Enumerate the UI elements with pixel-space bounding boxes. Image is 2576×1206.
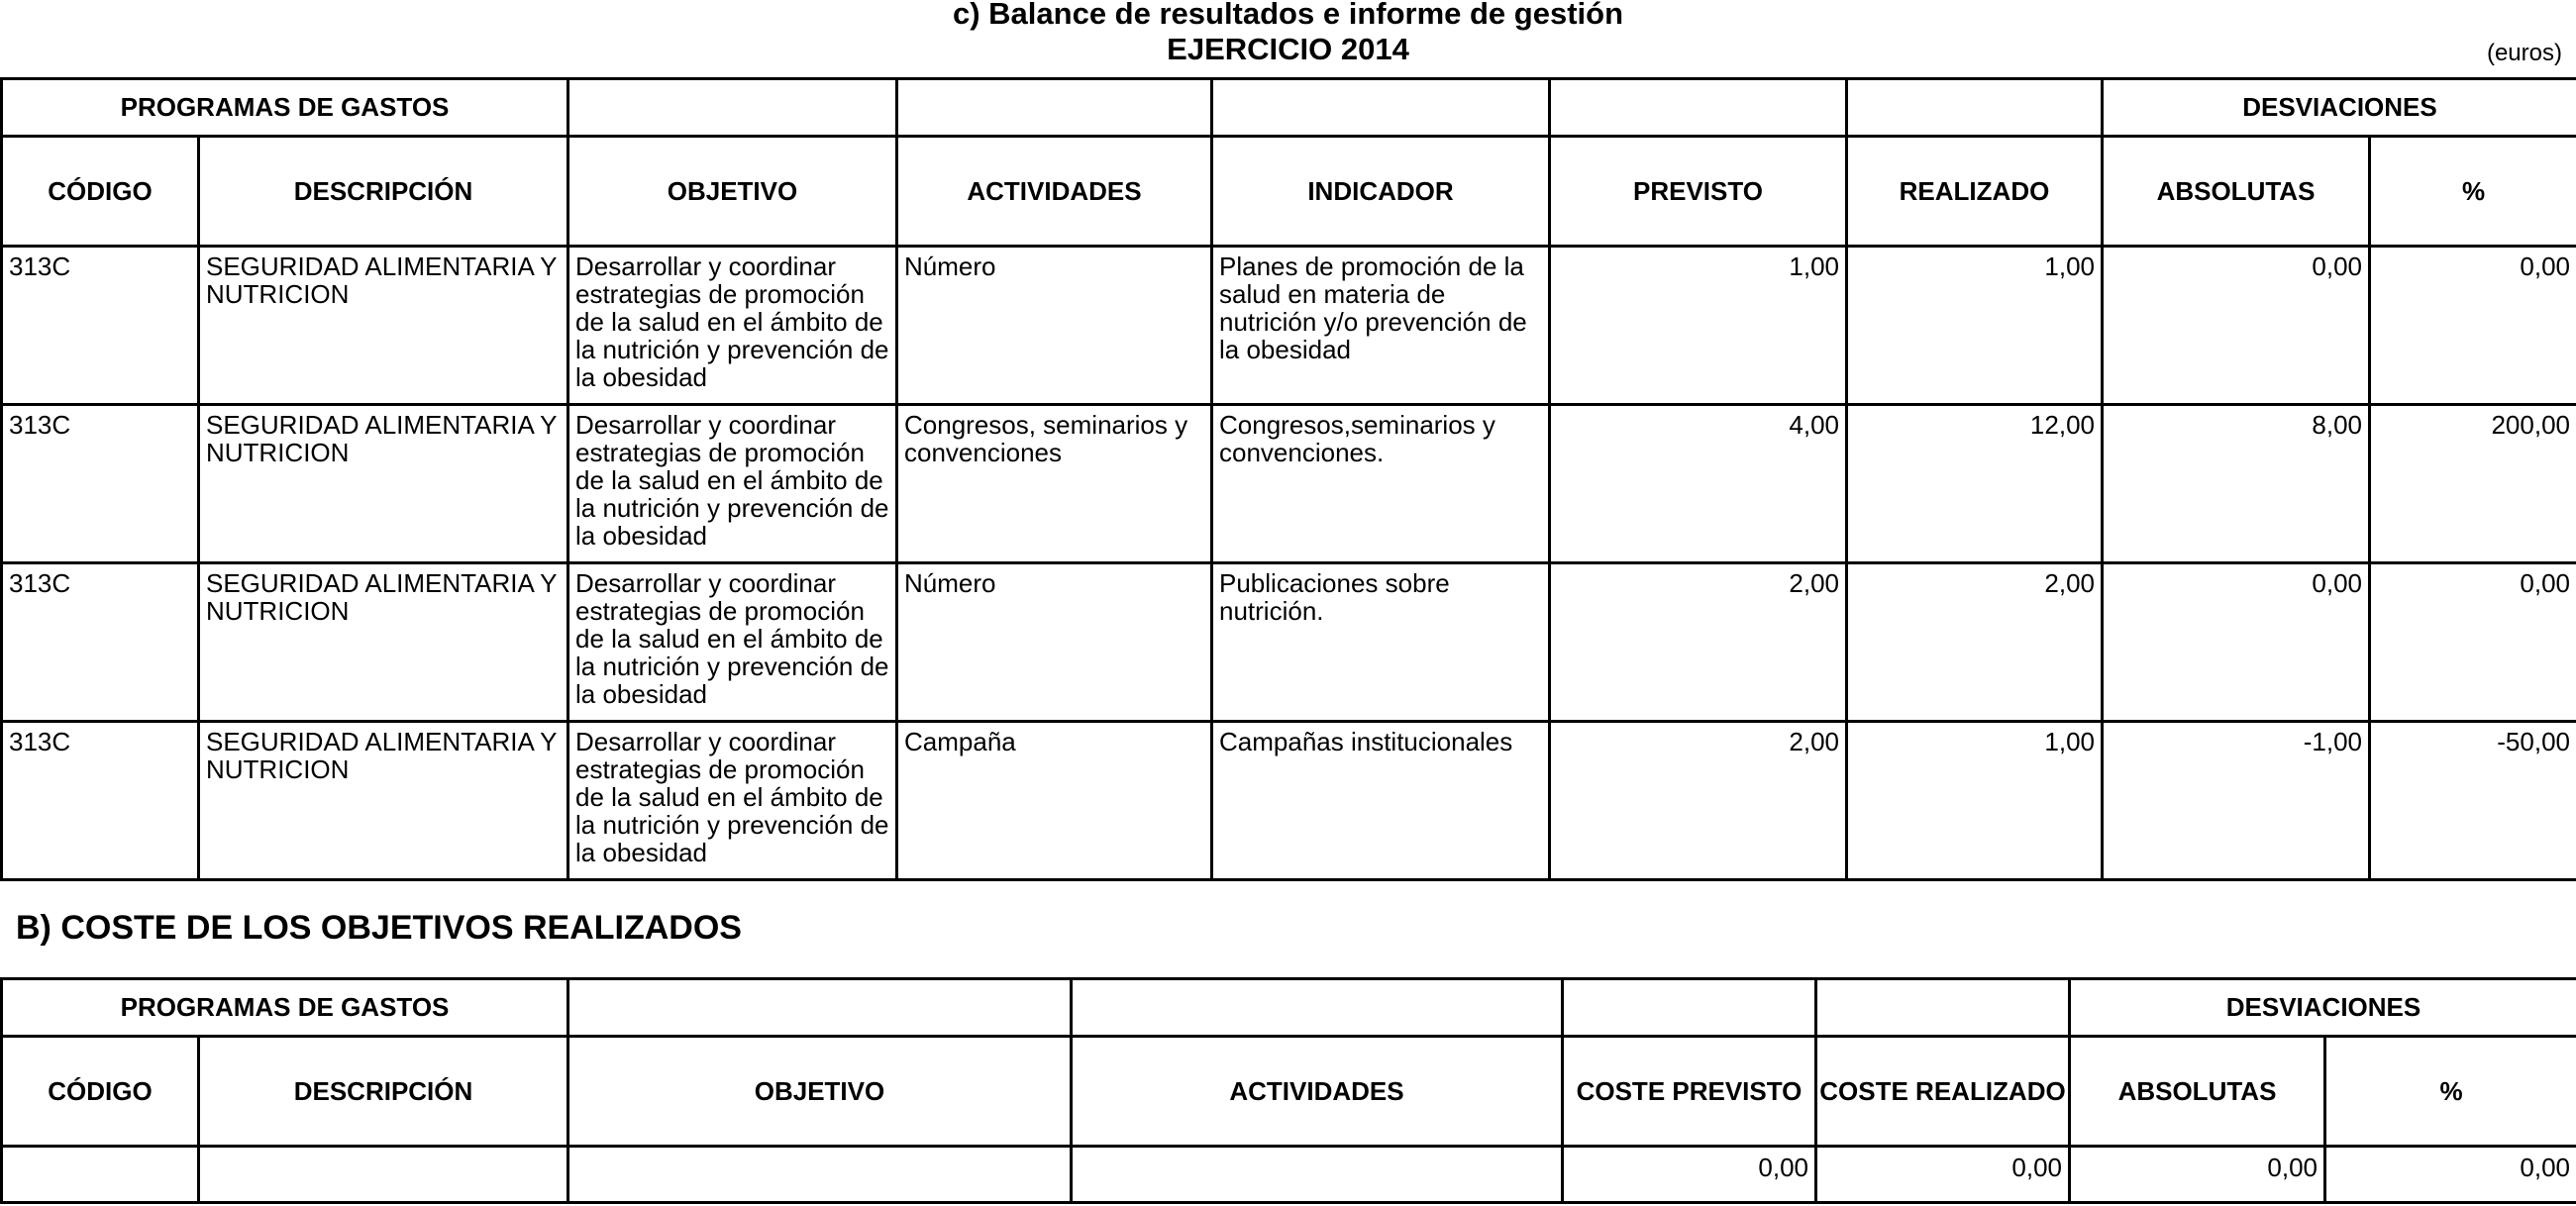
cell-realizado: 12,00 [1847,405,2103,563]
col-header-codigo: CÓDIGO [2,1037,199,1147]
col-header-actividades: ACTIVIDADES [897,137,1212,247]
cell-porcentaje: 0,00 [2370,563,2576,722]
cost-group-header-row [2,979,2576,1037]
section-b-title: B) COSTE DE LOS OBJETIVOS REALIZADOS [16,909,742,947]
col-header-porcentaje: % [2370,137,2576,247]
cell-coste-realizado: 0,00 [1816,1147,2070,1203]
cell-previsto: 2,00 [1550,563,1847,722]
cell-objetivo: Desarrollar y coordinar estrategias de promoción de la salud en el ámbito de la nutrición y prevención de la obesidad [568,247,897,405]
empty-header-cell [1816,979,2070,1037]
cell-realizado: 1,00 [1847,247,2103,405]
cell-codigo: 313C [2,722,199,880]
cell-indicador: Publicaciones sobre nutrición. [1212,563,1550,722]
empty-header-cell [1563,979,1816,1037]
cell-previsto: 4,00 [1550,405,1847,563]
col-header-porcentaje: % [2325,1037,2576,1147]
cell-descripcion [199,1147,568,1203]
table-row [2,405,2576,563]
cell-objetivo: Desarrollar y coordinar estrategias de promoción de la salud en el ámbito de la nutrición y prevención de la obesidad [568,563,897,722]
cell-absolutas: 0,00 [2103,247,2370,405]
units-label: (euros) [2486,40,2562,66]
cell-actividades: Número [897,247,1212,405]
cell-realizado: 2,00 [1847,563,2103,722]
col-header-absolutas: ABSOLUTAS [2103,137,2370,247]
empty-header-cell [1550,79,1847,137]
programas-header: PROGRAMAS DE GASTOS [2,979,568,1037]
empty-header-cell [568,79,897,137]
col-header-objetivo: OBJETIVO [568,137,897,247]
col-header-objetivo: OBJETIVO [568,1037,1072,1147]
document-subtitle: EJERCICIO 2014 [1167,32,1409,66]
table-row [2,1147,2576,1203]
table-row [2,722,2576,880]
empty-header-cell [1212,79,1550,137]
programas-header: PROGRAMAS DE GASTOS [2,79,568,137]
empty-header-cell [568,979,1072,1037]
cell-absolutas: 8,00 [2103,405,2370,563]
cell-actividades [1072,1147,1563,1203]
cell-codigo: 313C [2,247,199,405]
cell-indicador: Campañas institucionales [1212,722,1550,880]
cell-descripcion: SEGURIDAD ALIMENTARIA Y NUTRICION [199,722,568,880]
empty-header-cell [1072,979,1563,1037]
cell-porcentaje: 0,00 [2325,1147,2576,1203]
cell-codigo: 313C [2,405,199,563]
cell-codigo: 313C [2,563,199,722]
results-column-header-row [2,137,2576,247]
cell-absolutas: 0,00 [2103,563,2370,722]
results-group-header-row [2,79,2576,137]
col-header-realizado: REALIZADO [1847,137,2103,247]
cell-actividades: Congresos, seminarios y convenciones [897,405,1212,563]
results-table [0,77,2576,881]
cell-coste-previsto: 0,00 [1563,1147,1816,1203]
table-row [2,247,2576,405]
col-header-coste-realizado: COSTE REALIZADO [1816,1037,2070,1147]
cell-porcentaje: 200,00 [2370,405,2576,563]
col-header-coste-previsto: COSTE PREVISTO [1563,1037,1816,1147]
col-header-descripcion: DESCRIPCIÓN [199,137,568,247]
cell-porcentaje: 0,00 [2370,247,2576,405]
empty-header-cell [1847,79,2103,137]
cell-objetivo: Desarrollar y coordinar estrategias de promoción de la salud en el ámbito de la nutrición y prevención de la obesidad [568,722,897,880]
cell-realizado: 1,00 [1847,722,2103,880]
col-header-previsto: PREVISTO [1550,137,1847,247]
cell-actividades: Número [897,563,1212,722]
cell-codigo [2,1147,199,1203]
cell-actividades: Campaña [897,722,1212,880]
col-header-indicador: INDICADOR [1212,137,1550,247]
cell-descripcion: SEGURIDAD ALIMENTARIA Y NUTRICION [199,247,568,405]
cell-porcentaje: -50,00 [2370,722,2576,880]
cell-previsto: 1,00 [1550,247,1847,405]
table-row [2,563,2576,722]
cell-objetivo [568,1147,1072,1203]
desviaciones-header: DESVIACIONES [2070,979,2576,1037]
desviaciones-header: DESVIACIONES [2103,79,2576,137]
cell-absolutas: 0,00 [2070,1147,2325,1203]
col-header-descripcion: DESCRIPCIÓN [199,1037,568,1147]
cell-absolutas: -1,00 [2103,722,2370,880]
cost-column-header-row [2,1037,2576,1147]
cell-descripcion: SEGURIDAD ALIMENTARIA Y NUTRICION [199,563,568,722]
col-header-actividades: ACTIVIDADES [1072,1037,1563,1147]
cell-indicador: Planes de promoción de la salud en materia de nutrición y/o prevención de la obesidad [1212,247,1550,405]
cell-objetivo: Desarrollar y coordinar estrategias de promoción de la salud en el ámbito de la nutrición y prevención de la obesidad [568,405,897,563]
col-header-codigo: CÓDIGO [2,137,199,247]
cell-previsto: 2,00 [1550,722,1847,880]
cell-indicador: Congresos,seminarios y convenciones. [1212,405,1550,563]
cost-table [0,977,2576,1204]
cell-descripcion: SEGURIDAD ALIMENTARIA Y NUTRICION [199,405,568,563]
document-title: c) Balance de resultados e informe de gestión [952,0,1624,31]
col-header-absolutas: ABSOLUTAS [2070,1037,2325,1147]
empty-header-cell [897,79,1212,137]
